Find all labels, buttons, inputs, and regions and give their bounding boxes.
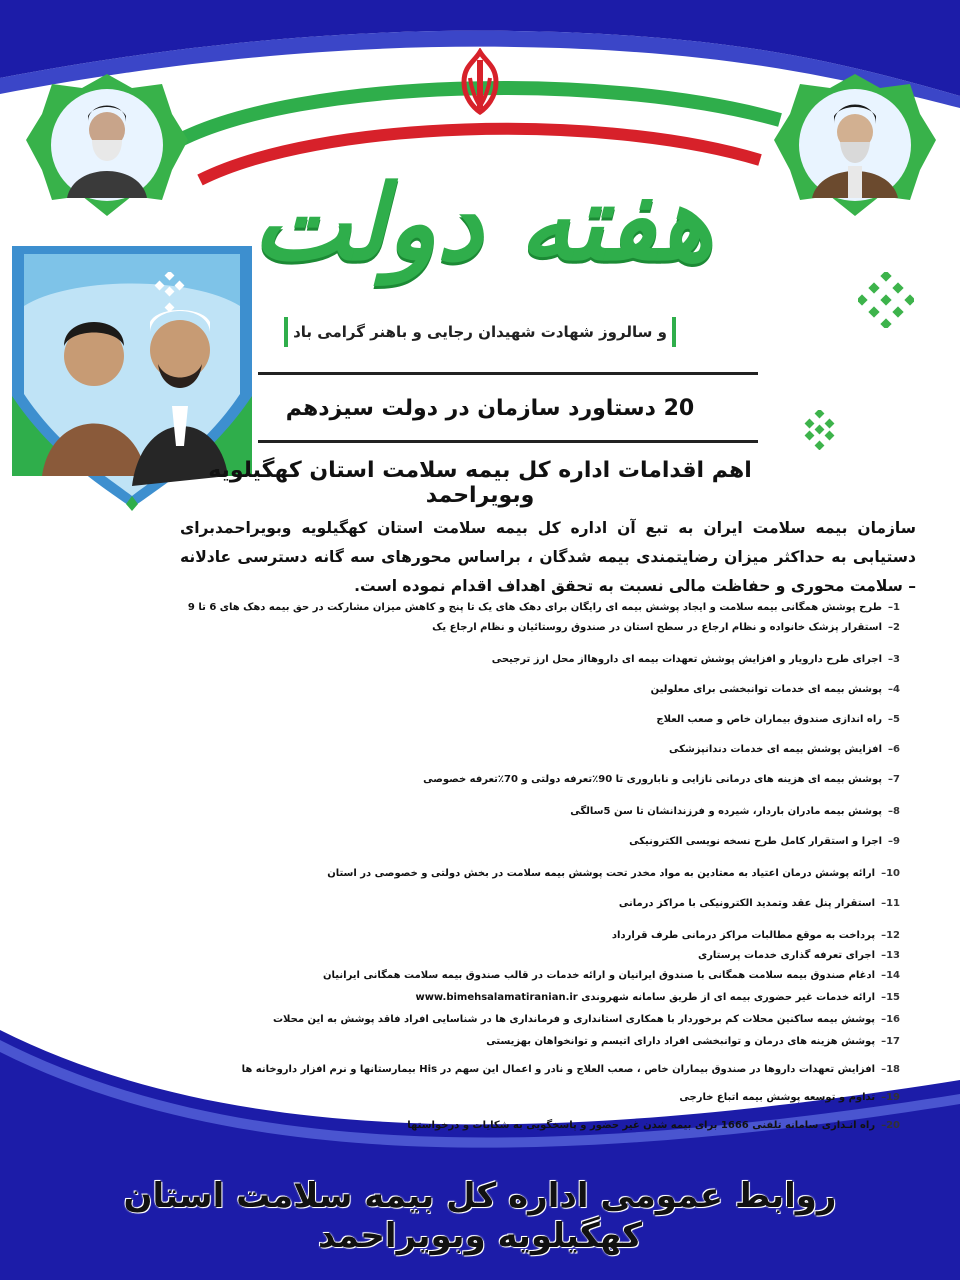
list-item: 18–افزایش تعهدات داروها در صندوق بیماران خاص ، صعب العلاج و نادر و اعمال این سهم در His بیمارستانها و نرم افزار داروخانه ها: [241, 1064, 900, 1075]
list-item: 19–تداوم و توسعه پوشش بیمه اتباع خارجی: [679, 1092, 900, 1103]
list-item: 5–راه اندازی صندوق بیماران خاص و صعب العلاج: [656, 714, 900, 725]
headline-actions: اهم اقدامات اداره کل بیمه سلامت استان کهگیلویه وبویراحمد: [208, 458, 752, 508]
list-item: 1–طرح پوشش همگانی بیمه سلامت و ایجاد پوشش بیمه ای رایگان برای دهک های یک تا پنج و کاهش میزان مشارکت در حق بیمه دهک های 6 تا 9: [187, 602, 900, 613]
divider: [258, 372, 758, 375]
list-item: 20–راه انـدازی سامانه تلفنی 1666 برای بیمه شدن غیر حضور و پاسخگویی به شکایات و درخواستها: [407, 1120, 900, 1131]
iran-emblem-icon: [452, 48, 508, 116]
list-item: 4–پوشش بیمه ای خدمات توانبخشی برای معلولین: [650, 684, 900, 695]
list-item: 11–استقرار پنل عقد وتمدید الکترونیکی با مراکز درمانی: [618, 898, 900, 909]
list-item: 9–اجرا و استقرار کامل طرح نسخه نویسی الکترونیکی: [629, 836, 900, 847]
list-item: 2–استقرار پزشک خانواده و نظام ارجاع در سطح استان در صندوق روستائیان و نظام ارجاع یک: [432, 622, 900, 633]
list-item: 8–پوشش بیمه مادران باردار، شیرده و فرزندانشان تا سن 5سالگی: [570, 806, 900, 817]
list-item: 13–اجرای تعرفه گذاری خدمات پرستاری: [697, 950, 900, 961]
divider: [258, 440, 758, 443]
left-portrait: [22, 70, 192, 220]
list-item: 7–پوشش بیمه ای هزینه های درمانی نازایی و ناباروری تا 90٪تعرفه دولتی و 70٪تعرفه خصوصی: [423, 774, 900, 785]
right-portrait: [770, 70, 940, 220]
list-item: 3–اجرای طرح دارویار و افزایش پوشش تعهدات بیمه ای داروهااز محل ارز ترجیحی: [491, 654, 900, 665]
decor-cross-icon: [150, 272, 190, 312]
page-title: هفته دولت: [252, 161, 714, 284]
subtitle-box: [284, 317, 676, 347]
list-item: 14–ادغام صندوق بیمه سلامت همگانی با صندوق ایرانیان و ارائه خدمات در قالب صندوق بیمه سلامت همگانی ایرانیان: [323, 970, 900, 981]
list-item: 12–پرداخت به موقع مطالبات مراکز درمانی طرف قرارداد: [611, 930, 900, 941]
list-item: 16–پوشش بیمه ساکنین محلات کم برخوردار با همکاری استانداری و فرمانداری ها در شناسایی افراد فاقد پوشش به این محلات: [272, 1014, 900, 1025]
list-item: 10–ارائه پوشش درمان اعتیاد به معتادین به مواد مخدر تحت پوشش بیمه سلامت در بخش دولتی و خصوصی در استان: [327, 868, 900, 879]
subtitle: و سالروز شهادت شهیدان رجایی و باهنر گرامی باد: [293, 323, 667, 341]
list-item: 6–افزایش پوشش بیمه ای خدمات دندانپزشکی: [669, 744, 900, 755]
intro-paragraph: سازمان بیمه سلامت ایران به تبع آن اداره کل بیمه سلامت استان کهگیلویه وبویراحمدبرای دستیابی به حداکثر میزان رضایتمندی بیمه شدگان ، براساس محورهای سه گانه دسترسی عادلانه – سلامت محوری و حفاظت مالی نسبت به تحقق اهداف اقدام نموده است.: [180, 519, 916, 595]
footer-public-relations: روابط عمومی اداره کل بیمه سلامت استان کهگیلویه وبویراحمد: [123, 1176, 837, 1256]
list-item: 15–ارائه خدمات غیر حضوری بیمه ای از طریق سامانه شهروندی www.bimehsalamatiranian.ir: [415, 992, 900, 1003]
decor-cross-icon: [858, 272, 914, 328]
list-item: 17–پوشش هزینه های درمان و توانبخشی افراد دارای اتیسم و توانخواهان بهزیستی: [486, 1036, 900, 1047]
headline-achievements: 20 دستاورد سازمان در دولت سیزدهم: [285, 396, 695, 421]
decor-cross-icon: [800, 410, 840, 450]
